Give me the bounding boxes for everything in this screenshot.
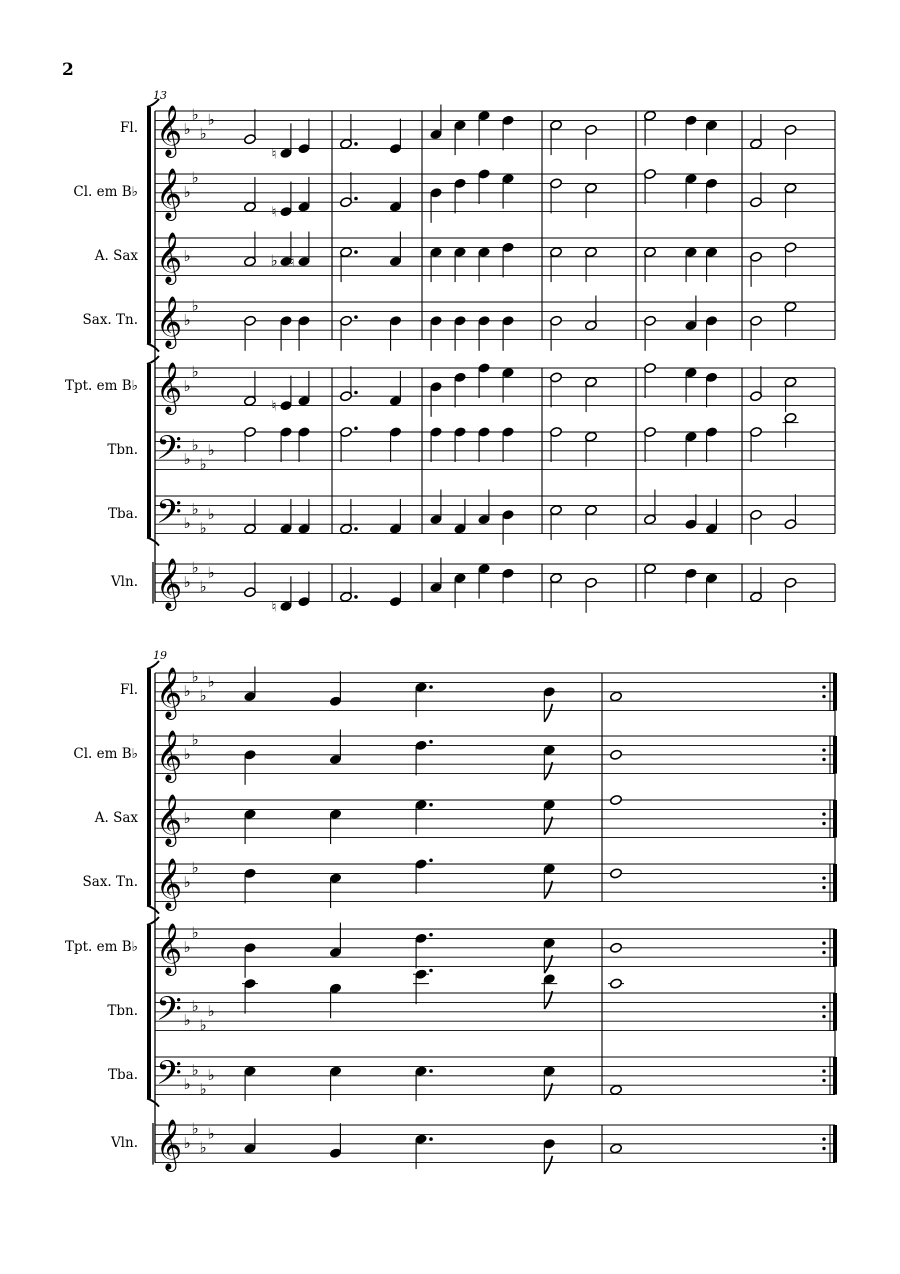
key-signature-flat-icon: ♭	[199, 454, 207, 473]
instrument-label-alto-sax: A. Sax	[94, 810, 138, 826]
treble-clef-icon: 𝄞	[155, 296, 183, 348]
key-signature-flat-icon: ♭	[207, 1065, 215, 1084]
key-signature-flat-icon: ♭	[183, 182, 191, 201]
key-signature-flat-icon: ♭	[199, 518, 207, 537]
treble-clef-icon: 𝄞	[155, 168, 183, 220]
final-barline	[833, 1125, 837, 1163]
key-signature-flat-icon: ♭	[191, 500, 199, 519]
key-signature-flat-icon: ♭	[183, 119, 191, 138]
instrument-label-trombone: Tbn.	[107, 442, 138, 458]
key-signature-flat-icon: ♭	[183, 572, 191, 591]
key-signature-flat-icon: ♭	[191, 168, 199, 187]
key-signature-flat-icon: ♭	[183, 1133, 191, 1152]
whole-note	[610, 942, 623, 953]
key-signature-flat-icon: ♭	[191, 730, 199, 749]
natural-accidental-icon: ♮	[271, 146, 277, 163]
key-signature-flat-icon: ♭	[207, 504, 215, 523]
group-bracket	[147, 364, 151, 538]
instrument-label-clarinet: Cl. em B♭	[73, 746, 138, 762]
instrument-label-tuba: Tba.	[108, 1067, 138, 1083]
whole-note	[610, 794, 623, 805]
key-signature-flat-icon: ♭	[183, 376, 191, 395]
key-signature-flat-icon: ♭	[183, 937, 191, 956]
repeat-dot	[822, 886, 825, 889]
key-signature-flat-icon: ♭	[191, 436, 199, 455]
note-flag	[544, 762, 552, 780]
instrument-label-clarinet: Cl. em B♭	[73, 184, 138, 200]
key-signature-flat-icon: ♭	[191, 105, 199, 124]
key-signature-flat-icon: ♭	[183, 681, 191, 700]
key-signature-flat-icon: ♭	[191, 296, 199, 315]
key-signature-flat-icon: ♭	[191, 362, 199, 381]
augmentation-dot	[354, 527, 358, 531]
instrument-label-violin: Vln.	[110, 574, 138, 590]
measure-number-system-2: 19	[153, 649, 167, 662]
key-signature-flat-icon: ♭	[207, 1124, 215, 1143]
augmentation-dot	[354, 250, 358, 254]
repeat-dot	[822, 1137, 825, 1140]
repeat-dot	[822, 685, 825, 688]
augmentation-dot	[429, 933, 433, 937]
repeat-dot	[822, 876, 825, 879]
group-bracket	[147, 107, 151, 344]
treble-clef-icon: 𝄞	[155, 667, 183, 719]
instrument-label-trumpet: Tpt. em B♭	[64, 378, 138, 394]
key-signature-flat-icon: ♭	[183, 1011, 191, 1030]
augmentation-dot	[429, 685, 433, 689]
key-signature-flat-icon: ♭	[191, 1119, 199, 1138]
treble-clef-icon: 𝄞	[155, 923, 183, 975]
key-signature-flat-icon: ♭	[199, 1138, 207, 1157]
augmentation-dot	[354, 315, 358, 319]
natural-accidental-icon: ♮	[271, 599, 277, 616]
whole-note	[610, 978, 623, 989]
key-signature-flat-icon: ♭	[199, 686, 207, 705]
final-barline	[833, 864, 837, 902]
key-signature-flat-icon: ♭	[191, 858, 199, 877]
treble-clef-icon: 𝄞	[155, 558, 183, 610]
key-signature-flat-icon: ♭	[191, 667, 199, 686]
augmentation-dot	[354, 427, 358, 431]
repeat-dot	[822, 1079, 825, 1082]
key-signature-flat-icon: ♭	[191, 923, 199, 942]
instrument-label-tenor-sax: Sax. Tn.	[82, 874, 138, 890]
instrument-label-tuba: Tba.	[108, 506, 138, 522]
natural-accidental-icon: ♮	[289, 254, 295, 271]
treble-clef-icon: 𝄞	[155, 730, 183, 782]
augmentation-dot	[429, 740, 433, 744]
key-signature-flat-icon: ♭	[191, 558, 199, 577]
whole-note	[610, 749, 623, 760]
augmentation-dot	[429, 803, 433, 807]
key-signature-flat-icon: ♭	[199, 577, 207, 596]
augmentation-dot	[354, 142, 358, 146]
instrument-label-flute: Fl.	[120, 682, 138, 698]
note-flag	[544, 955, 552, 973]
bass-clef-icon: 𝄢	[156, 1054, 182, 1101]
key-signature-flat-icon: ♭	[183, 246, 191, 265]
augmentation-dot	[429, 1137, 433, 1141]
key-signature-flat-icon: ♭	[207, 440, 215, 459]
instrument-label-alto-sax: A. Sax	[94, 248, 138, 264]
whole-note	[610, 868, 623, 879]
instrument-label-violin: Vln.	[110, 1135, 138, 1151]
instrument-label-flute: Fl.	[120, 120, 138, 136]
instrument-label-tenor-sax: Sax. Tn.	[82, 312, 138, 328]
key-signature-flat-icon: ♭	[183, 514, 191, 533]
repeat-dot	[822, 1015, 825, 1018]
instrument-label-trombone: Tbn.	[107, 1003, 138, 1019]
instrument-label-trumpet: Tpt. em B♭	[64, 939, 138, 955]
key-signature-flat-icon: ♭	[199, 124, 207, 143]
whole-note	[610, 691, 623, 702]
bass-clef-icon: 𝄢	[156, 990, 182, 1037]
treble-clef-icon: 𝄞	[155, 858, 183, 910]
key-signature-flat-icon: ♭	[207, 563, 215, 582]
final-barline	[833, 673, 837, 711]
repeat-dot	[822, 951, 825, 954]
final-barline	[833, 929, 837, 967]
key-signature-flat-icon: ♭	[183, 1075, 191, 1094]
measure-number-system-1: 13	[153, 89, 167, 102]
key-signature-flat-icon: ♭	[183, 808, 191, 827]
key-signature-flat-icon: ♭	[183, 872, 191, 891]
key-signature-flat-icon: ♭	[207, 110, 215, 129]
treble-clef-icon: 𝄞	[155, 1119, 183, 1171]
group-bracket	[147, 925, 151, 1099]
repeat-dot	[822, 748, 825, 751]
key-signature-flat-icon: ♭	[183, 310, 191, 329]
group-bracket	[147, 669, 151, 906]
note-flag	[544, 991, 552, 1009]
final-barline	[833, 1057, 837, 1095]
flat-accidental-icon: ♭	[270, 251, 278, 270]
repeat-dot	[822, 822, 825, 825]
note-flag	[544, 881, 552, 899]
page-number: 2	[62, 60, 74, 80]
treble-clef-icon: 𝄞	[155, 362, 183, 414]
key-signature-flat-icon: ♭	[191, 997, 199, 1016]
key-signature-flat-icon: ♭	[199, 1079, 207, 1098]
repeat-dot	[822, 695, 825, 698]
augmentation-dot	[429, 859, 433, 863]
repeat-dot	[822, 1069, 825, 1072]
key-signature-flat-icon: ♭	[183, 744, 191, 763]
augmentation-dot	[429, 1069, 433, 1073]
key-signature-flat-icon: ♭	[199, 1015, 207, 1034]
note-flag	[544, 704, 552, 722]
key-signature-flat-icon: ♭	[183, 450, 191, 469]
repeat-dot	[822, 941, 825, 944]
augmentation-dot	[354, 391, 358, 395]
note-flag	[544, 1083, 552, 1101]
repeat-dot	[822, 758, 825, 761]
repeat-dot	[822, 812, 825, 815]
augmentation-dot	[354, 197, 358, 201]
augmentation-dot	[354, 595, 358, 599]
bass-clef-icon: 𝄢	[156, 429, 182, 476]
repeat-dot	[822, 1005, 825, 1008]
key-signature-flat-icon: ♭	[191, 1061, 199, 1080]
whole-note	[610, 1143, 623, 1154]
bass-clef-icon: 𝄢	[156, 493, 182, 540]
treble-clef-icon: 𝄞	[155, 105, 183, 157]
repeat-dot	[822, 1147, 825, 1150]
augmentation-dot	[429, 969, 433, 973]
treble-clef-icon: 𝄞	[155, 232, 183, 284]
note-flag	[544, 817, 552, 835]
natural-accidental-icon: ♮	[271, 204, 277, 221]
natural-accidental-icon: ♮	[271, 398, 277, 415]
whole-note	[610, 1084, 623, 1095]
note-flag	[544, 1156, 552, 1174]
treble-clef-icon: 𝄞	[155, 794, 183, 846]
key-signature-flat-icon: ♭	[207, 1001, 215, 1020]
key-signature-flat-icon: ♭	[207, 672, 215, 691]
